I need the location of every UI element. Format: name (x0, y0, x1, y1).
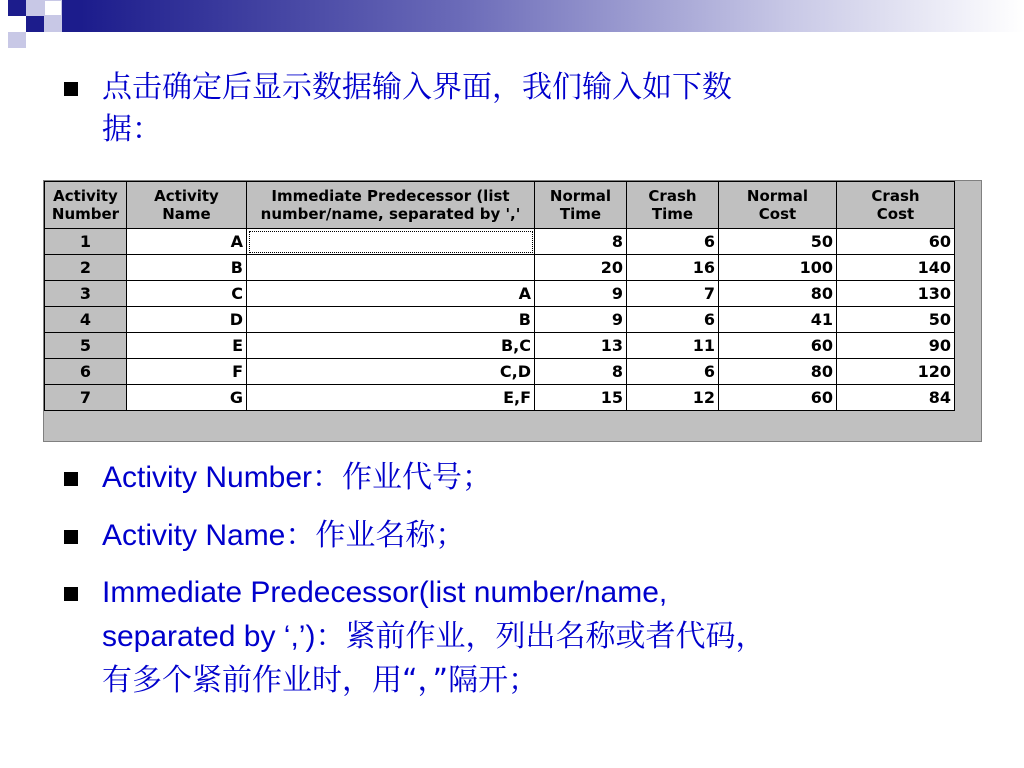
table-cell[interactable]: 7 (627, 281, 719, 307)
bullet-4-line-2: separated by ‘,’)：紧前作业，列出名称或者代码， (102, 620, 766, 653)
header-crash-cost: Crash Cost (837, 182, 955, 229)
bullet-marker (64, 82, 78, 96)
header-normal-cost: Normal Cost (719, 182, 837, 229)
bullet-1-line-2: 据： (102, 112, 162, 147)
table-row (45, 255, 955, 281)
header-activity-name: Activity Name (127, 182, 247, 229)
table-cell[interactable]: B,C (247, 333, 535, 359)
data-entry-grid (43, 180, 982, 442)
table-cell[interactable] (247, 229, 535, 255)
bullet-marker (64, 530, 78, 544)
table-cell[interactable]: 8 (535, 229, 627, 255)
header-normal-time: Normal Time (535, 182, 627, 229)
table-cell[interactable]: 50 (719, 229, 837, 255)
table-cell[interactable]: D (127, 307, 247, 333)
table-cell[interactable]: A (127, 229, 247, 255)
bullet-4-line-1: Immediate Predecessor(list number/name, (102, 576, 668, 609)
table-cell[interactable]: 9 (535, 281, 627, 307)
table-row (45, 333, 955, 359)
header-activity-number: Activity Number (45, 182, 127, 229)
header-square (26, 0, 44, 16)
row-number-cell: 7 (45, 385, 127, 411)
table-cell[interactable]: 60 (837, 229, 955, 255)
table-cell[interactable]: B (247, 307, 535, 333)
row-number-cell: 3 (45, 281, 127, 307)
table-cell[interactable]: 6 (627, 307, 719, 333)
row-number-cell: 4 (45, 307, 127, 333)
bullet-3-line-1: Activity Name：作业名称； (102, 519, 466, 552)
header-square (44, 0, 62, 16)
table-cell[interactable]: 6 (627, 359, 719, 385)
header-square (44, 16, 62, 32)
table-cell[interactable]: 60 (719, 385, 837, 411)
header-square (26, 16, 44, 32)
table-cell[interactable]: B (127, 255, 247, 281)
table-cell[interactable]: 140 (837, 255, 955, 281)
header-square (8, 32, 26, 48)
table-header-row (45, 182, 955, 229)
bullet-1-line-1: 点击确定后显示数据输入界面，我们输入如下数 (102, 70, 732, 105)
table-cell[interactable]: 12 (627, 385, 719, 411)
table-row (45, 281, 955, 307)
table-cell[interactable]: 100 (719, 255, 837, 281)
row-number-cell: 2 (45, 255, 127, 281)
table-row (45, 359, 955, 385)
table-cell[interactable]: E (127, 333, 247, 359)
table-cell[interactable]: 9 (535, 307, 627, 333)
table-cell[interactable]: 8 (535, 359, 627, 385)
table-cell[interactable]: F (127, 359, 247, 385)
table-cell[interactable]: 80 (719, 281, 837, 307)
table-cell[interactable]: 120 (837, 359, 955, 385)
table-cell[interactable]: G (127, 385, 247, 411)
header-immediate-predecessor: Immediate Predecessor (list number/name, separated by ',' (247, 182, 535, 229)
bullet-4-line-3: 有多个紧前作业时，用“，”隔开； (102, 663, 539, 698)
activity-table (44, 181, 955, 411)
table-cell[interactable]: 50 (837, 307, 955, 333)
table-cell[interactable]: E,F (247, 385, 535, 411)
table-cell[interactable]: 80 (719, 359, 837, 385)
bullet-2-line-1: Activity Number：作业代号； (102, 461, 493, 494)
table-cell[interactable]: 84 (837, 385, 955, 411)
bullet-marker (64, 587, 78, 601)
table-row (45, 385, 955, 411)
table-row (45, 229, 955, 255)
row-number-cell: 1 (45, 229, 127, 255)
table-cell[interactable]: 60 (719, 333, 837, 359)
table-cell[interactable]: 130 (837, 281, 955, 307)
bullet-marker (64, 472, 78, 486)
table-cell[interactable]: 6 (627, 229, 719, 255)
header-crash-time: Crash Time (627, 182, 719, 229)
table-cell[interactable]: 15 (535, 385, 627, 411)
header-square (8, 0, 26, 16)
table-cell[interactable]: 16 (627, 255, 719, 281)
table-cell[interactable]: C (127, 281, 247, 307)
table-cell[interactable]: A (247, 281, 535, 307)
table-row (45, 307, 955, 333)
header-square (62, 0, 80, 32)
row-number-cell: 5 (45, 333, 127, 359)
table-cell[interactable] (247, 255, 535, 281)
table-cell[interactable]: C,D (247, 359, 535, 385)
table-cell[interactable]: 41 (719, 307, 837, 333)
header-gradient-bar (80, 0, 1024, 32)
row-number-cell: 6 (45, 359, 127, 385)
table-cell[interactable]: 11 (627, 333, 719, 359)
table-cell[interactable]: 13 (535, 333, 627, 359)
table-cell[interactable]: 20 (535, 255, 627, 281)
table-cell[interactable]: 90 (837, 333, 955, 359)
